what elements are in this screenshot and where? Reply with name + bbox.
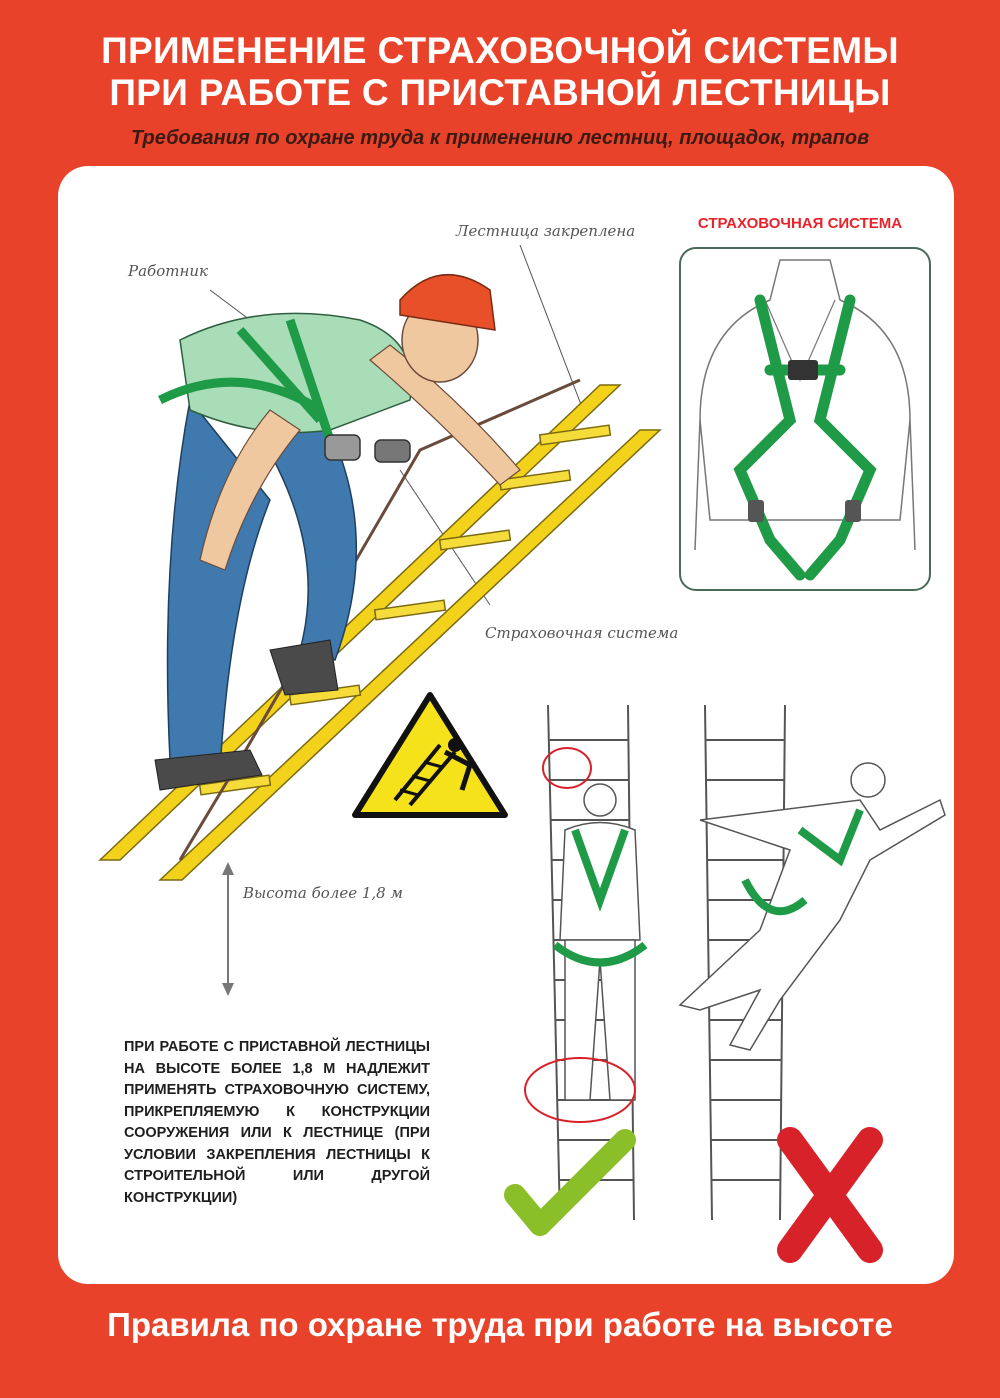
harness-illustration — [680, 248, 930, 590]
rule-text: ПРИ РАБОТЕ С ПРИСТАВНОЙ ЛЕСТНИЦЫ НА ВЫСОТЕ БОЛЕЕ 1,8 М НАДЛЕЖИТ ПРИМЕНЯТЬ СТРАХОВОЧНУЮ СИСТЕМУ, ПРИКРЕПЛЯЕМУЮ К КОНСТРУКЦИИ СООРУЖЕНИЯ ИЛИ К ЛЕСТНИЦЕ (ПРИ УСЛОВИИ ЗАКРЕПЛЕНИЯ ЛЕСТНИЦЫ К СТРОИТЕЛЬНОЙ ИЛИ ДРУГОЙ КОНСТРУКЦИИ) — [124, 1039, 430, 1206]
poster-title-line-1: ПРИМЕНЕНИЕ СТРАХОВОЧНОЙ СИСТЕМЫ — [101, 30, 899, 71]
correct-example-illustration — [515, 705, 645, 1225]
cross-icon — [790, 1140, 870, 1250]
label-worker: Работник — [128, 262, 208, 280]
height-arrow-icon — [222, 862, 234, 996]
poster-title-line-2: ПРИ РАБОТЕ С ПРИСТАВНОЙ ЛЕСТНИЦЫ — [109, 72, 891, 113]
label-safety-system: Страховочная система — [485, 624, 679, 642]
label-ladder-fixed: Лестница закреплена — [456, 222, 636, 240]
harness-title: СТРАХОВОЧНАЯ СИСТЕМА — [697, 215, 903, 232]
checkmark-icon — [515, 1140, 625, 1225]
poster-subtitle: Требования по охране труда к применению лестниц, площадок, трапов — [130, 127, 870, 149]
warning-sign-icon — [355, 695, 505, 815]
wrong-example-illustration — [680, 705, 945, 1250]
poster-footer: Правила по охране труда при работе на высоте — [107, 1306, 893, 1343]
label-height: Высота более 1,8 м — [243, 884, 403, 902]
